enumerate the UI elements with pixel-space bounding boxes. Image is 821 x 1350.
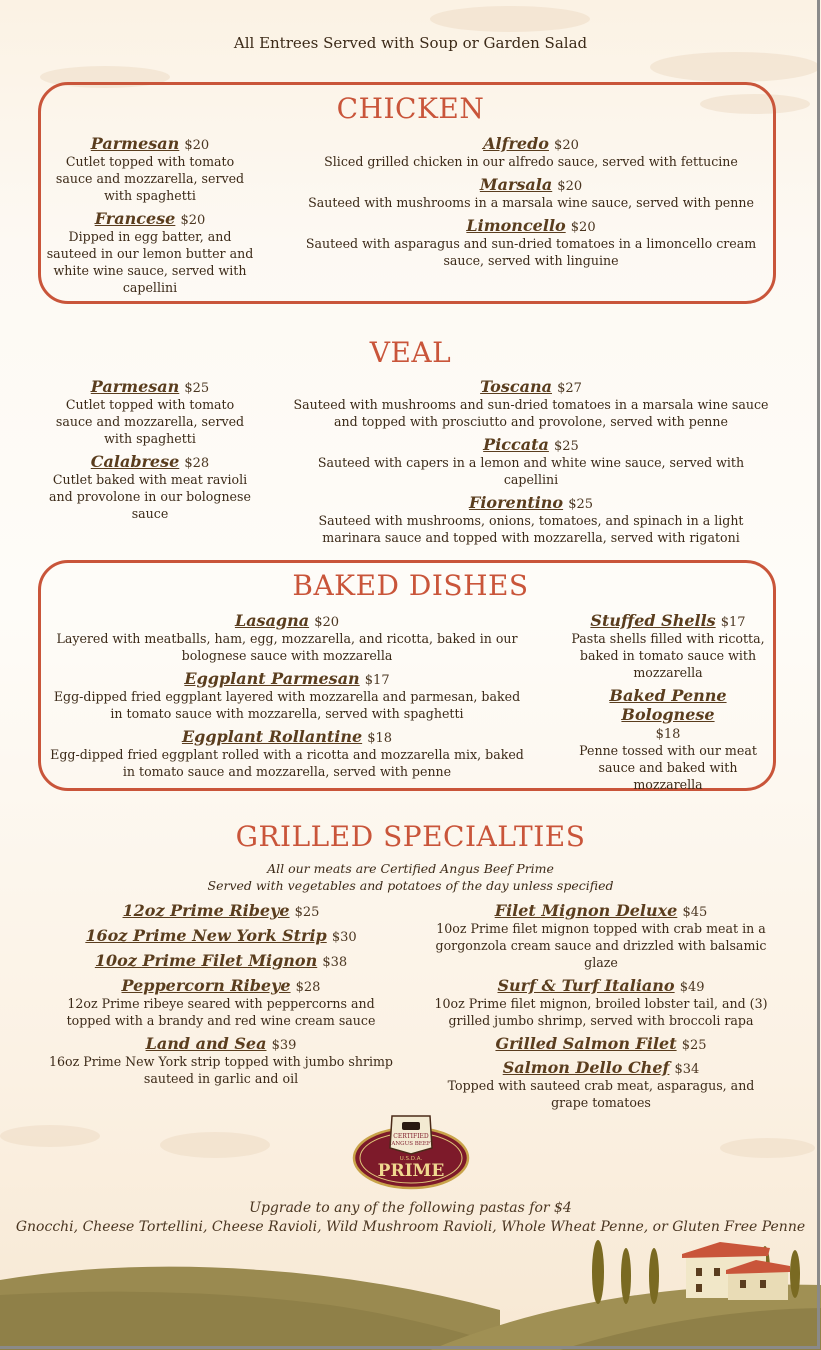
item-description: 16oz Prime New York strip topped with jumbo shrimp sauteed in garlic and oil <box>48 1054 393 1086</box>
item-name: 16oz Prime New York Strip <box>85 926 327 945</box>
item-name: Parmesan <box>90 377 180 396</box>
item-price: $30 <box>331 930 357 945</box>
item-name: Calabrese <box>90 452 180 471</box>
item-price: $25 <box>568 497 594 512</box>
section-title-veal: VEAL <box>369 336 452 369</box>
item-name: 12oz Prime Ribeye <box>122 901 290 920</box>
item-name: Eggplant Parmesan <box>184 669 360 688</box>
item-name: Baked Penne Bolognese <box>609 686 727 724</box>
item-price: $49 <box>679 980 705 995</box>
item-price: $25 <box>553 439 579 454</box>
item-price: $25 <box>681 1038 707 1053</box>
grilled-note-1: All our meats are Certified Angus Beef Prime <box>267 861 554 876</box>
item-price: $28 <box>295 980 321 995</box>
item-name: Francese <box>94 209 176 228</box>
item-description: 10oz Prime filet mignon, broiled lobster tail, and (3) grilled jumbo shrimp, served with broccoli rapa <box>434 996 768 1028</box>
item-description: Dipped in egg batter, and sauteed in our lemon butter and white wine sauce, served with capellini <box>46 229 254 295</box>
item-description: Cutlet baked with meat ravioli and provolone in our bolognese sauce <box>49 472 251 521</box>
item-description: Egg-dipped fried eggplant rolled with a ricotta and mozzarella mix, baked in tomato sauce and mozzarella, served with penne <box>50 747 524 779</box>
section-title-chicken: CHICKEN <box>336 92 485 125</box>
item-description: Topped with sauteed crab meat, asparagus, and grape tomatoes <box>447 1078 755 1110</box>
item-name: Limoncello <box>466 216 566 235</box>
item-description: Sauteed with mushrooms in a marsala wine sauce, served with penne <box>308 195 754 210</box>
item-price: $25 <box>184 381 210 396</box>
item-description: Sauteed with capers in a lemon and white wine sauce, served with capellini <box>317 455 745 487</box>
item-description: 10oz Prime filet mignon topped with crab meat in a gorgonzola cream sauce and drizzled with balsamic glaze <box>435 921 767 970</box>
item-name: Land and Sea <box>145 1034 267 1053</box>
item-name: Parmesan <box>90 134 180 153</box>
grilled-note-2: Served with vegetables and potatoes of the day unless specified <box>207 878 614 893</box>
item-price: $20 <box>314 615 340 630</box>
item-description: Cutlet topped with tomato sauce and mozzarella, served with spaghetti <box>55 397 245 446</box>
item-description: Cutlet topped with tomato sauce and mozzarella, served with spaghetti <box>55 154 245 203</box>
logo-text-angus: ANGUS BEEF <box>391 1141 431 1147</box>
item-price: $18 <box>367 731 393 746</box>
item-price: $20 <box>180 213 206 228</box>
item-price: $18 <box>655 727 681 742</box>
item-description: Pasta shells filled with ricotta, baked in tomato sauce with mozzarella <box>571 631 765 680</box>
upgrade-line-1: Upgrade to any of the following pastas for $4 <box>249 1200 572 1216</box>
item-price: $17 <box>720 615 746 630</box>
item-description: Layered with meatballs, ham, egg, mozzarella, and ricotta, baked in our bolognese sauce with mozzarella <box>56 631 518 663</box>
item-price: $25 <box>294 905 320 920</box>
item-price: $20 <box>554 138 579 153</box>
item-price: $27 <box>557 381 582 396</box>
item-name: Stuffed Shells <box>590 611 716 630</box>
item-name: Piccata <box>483 435 549 454</box>
item-name: Grilled Salmon Filet <box>495 1034 677 1053</box>
section-title-baked: BAKED DISHES <box>292 569 529 602</box>
item-price: $39 <box>271 1038 297 1053</box>
item-name: Surf & Turf Italiano <box>497 976 675 995</box>
item-description: Sauteed with asparagus and sun-dried tomatoes in a limoncello cream sauce, served with linguine <box>305 236 757 268</box>
item-name: Eggplant Rollantine <box>181 727 363 746</box>
item-description: Sauteed with mushrooms, onions, tomatoes, and spinach in a light marinara sauce and topped with mozzarella, served with rigatoni <box>318 513 744 545</box>
item-price: $45 <box>682 905 708 920</box>
item-price: $34 <box>674 1062 700 1077</box>
item-price: $17 <box>364 673 390 688</box>
item-name: Peppercorn Ribeye <box>121 976 291 995</box>
item-price: $28 <box>184 456 210 471</box>
item-description: Sliced grilled chicken in our alfredo sauce, served with fettucine <box>324 154 738 169</box>
item-name: Toscana <box>480 377 552 396</box>
logo-text-usda: U.S.D.A. <box>399 1156 423 1162</box>
section-title-grilled: GRILLED SPECIALTIES <box>235 820 586 853</box>
item-name: 10oz Prime Filet Mignon <box>94 951 318 970</box>
item-name: Filet Mignon Deluxe <box>494 901 678 920</box>
item-name: Alfredo <box>483 134 549 153</box>
item-description: 12oz Prime ribeye seared with peppercorns and topped with a brandy and red wine cream sauce <box>66 996 376 1028</box>
item-name: Lasagna <box>234 611 310 630</box>
logo-text-prime: PRIME <box>377 1161 445 1181</box>
item-name: Fiorentino <box>468 493 564 512</box>
upgrade-line-2: Gnocchi, Cheese Tortellini, Cheese Ravioli, Wild Mushroom Ravioli, Whole Wheat Penne, or Gluten Free Penne <box>15 1219 806 1235</box>
tagline: All Entrees Served with Soup or Garden Salad <box>233 34 588 52</box>
item-description: Egg-dipped fried eggplant layered with mozzarella and parmesan, baked in tomato sauce with mozzarella, served with spaghetti <box>53 689 521 721</box>
item-name: Marsala <box>479 175 553 194</box>
logo-text-certified: CERTIFIED <box>393 1133 429 1140</box>
item-price: $38 <box>322 955 348 970</box>
item-description: Sauteed with mushrooms and sun-dried tomatoes in a marsala wine sauce and topped with prosciutto and provolone, served with penne <box>293 397 769 429</box>
item-description: Penne tossed with our meat sauce and baked with mozzarella <box>579 743 757 792</box>
item-price: $20 <box>184 138 210 153</box>
item-price: $20 <box>557 179 583 194</box>
item-price: $20 <box>570 220 596 235</box>
item-name: Salmon Dello Chef <box>502 1058 670 1077</box>
